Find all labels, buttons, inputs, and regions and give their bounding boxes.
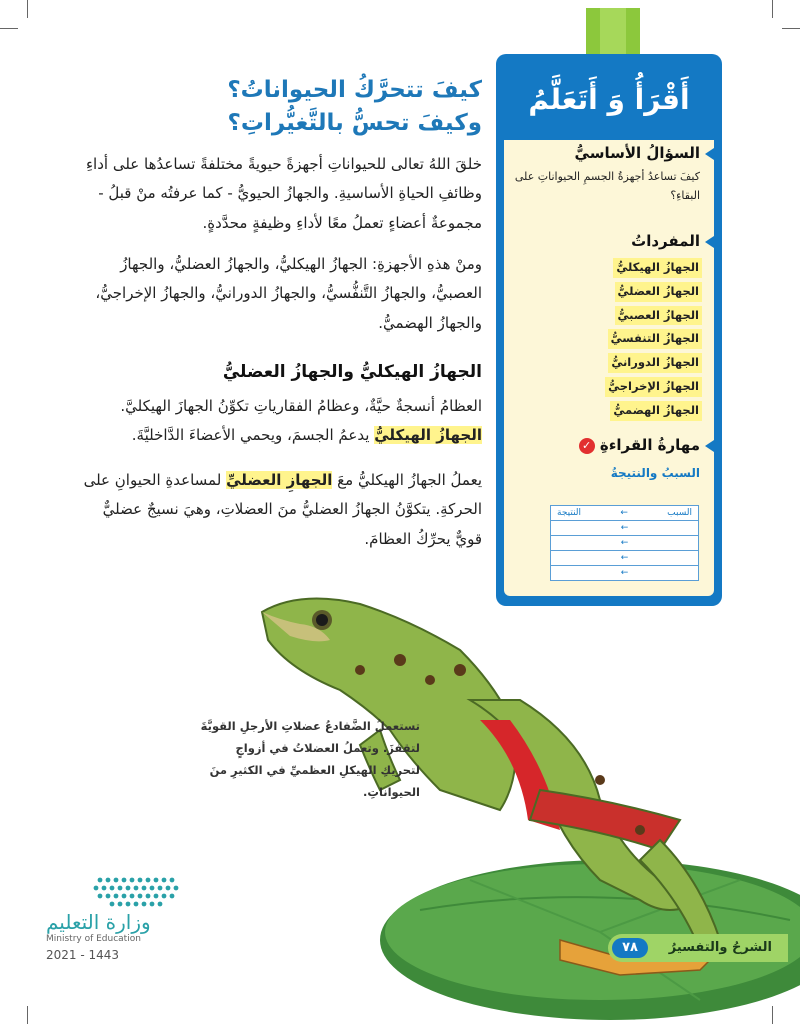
vocabulary-list	[605, 258, 702, 425]
ministry-name-arabic: وزارة التعليم	[46, 910, 151, 934]
paragraph-text: يعملُ الجهازُ الهيكليُّ معَ	[337, 471, 482, 489]
paragraph-intro: خلقَ اللهُ تعالى للحيواناتِ أجهزةً حيويةً مختلفةً تساعدُها على أداءِ وظائفِ الحياةِ الأساسيةِ. والجهازُ الحيويُّ - كما عرفتُه منْ قبلُ - مجموعةٌ أعضاءٍ تعملُ معًا لأداءِ وظيفةٍ محدَّدةٍ.	[86, 155, 482, 232]
effect-header: النتيجة	[557, 508, 582, 518]
arrow-icon: ←	[620, 523, 629, 533]
edition-year: 2021 - 1443	[46, 948, 120, 962]
table-header-row	[551, 506, 698, 521]
vocab-item: الجهازُ العصبيُّ	[615, 306, 703, 326]
reading-skill-text: مهارةُ القراءةِ	[599, 436, 700, 454]
paragraph-text: العظامُ أنسجةٌ حيَّةٌ، وعظامُ الفقارياتِ تكوِّنُ الجهازَ الهيكليَّ.	[120, 397, 482, 415]
frog-caption: تستعملُ الضَّفادعُ عضلاتِ الأرجلِ القويَّةَ لتقفزَ. وتعملُ العضلاتُ في أزواجٍ لتحريكِ الهيكلِ العظميِّ في الكثيرِ منَ الحيواناتِ.	[200, 719, 420, 799]
section-label: الشرحُ والتفسيرُ	[668, 940, 772, 955]
paragraph-systems: ومنْ هذهِ الأجهزةِ: الجهازُ الهيكليُّ، والجهازُ العضليُّ، والجهازُ العصبيُّ، والجهازُ التَّنفُّسيُّ، والجهازُ الدورانيُّ، والجهازُ الإخراجيُّ، والجهازُ الهضميُّ.	[95, 255, 482, 332]
vocab-item: الجهازُ الهيكليُّ	[613, 258, 702, 278]
sidebar-title: أَقْرَأُ وَ أَتَعَلَّمُ	[528, 83, 690, 116]
highlight-term-skeletal: الجهازُ الهيكليُّ	[374, 426, 482, 445]
reading-skill-label	[575, 436, 714, 454]
crop-mark	[772, 0, 773, 18]
vocab-item: الجهازُ العضليُّ	[615, 282, 703, 302]
arrow-icon: ←	[620, 538, 629, 548]
ministry-logo	[30, 874, 240, 994]
section-heading: الجهازُ الهيكليُّ والجهازُ العضليُّ	[222, 362, 482, 382]
crop-mark	[782, 28, 800, 29]
table-row	[551, 566, 698, 580]
arrow-icon: ←	[620, 508, 628, 518]
vocab-item: الجهازُ الهضميُّ	[610, 401, 702, 421]
crop-mark	[27, 0, 28, 18]
essential-question-text: كيفَ تساعدُ أجهزةُ الجسمِ الحيواناتِ على البقاءِ؟	[514, 170, 700, 202]
table-row	[551, 551, 698, 566]
vocab-item: الجهازُ الإخراجيُّ	[605, 377, 702, 397]
vocab-item: الجهازُ التنفسيُّ	[608, 329, 702, 349]
page-number: ٧٨	[612, 938, 648, 958]
cause-header: السبب	[667, 508, 692, 518]
essential-question-label: السؤالُ الأساسيُّ	[575, 144, 714, 162]
arrow-icon: ←	[620, 568, 629, 578]
table-row	[551, 536, 698, 551]
highlight-term-muscular: الجهازِ العضليِّ	[226, 471, 333, 489]
checkmark-icon: ✓	[579, 438, 595, 454]
table-row	[551, 521, 698, 536]
vocabulary-label: المفرداتُ	[631, 232, 714, 250]
cause-effect-subtitle: السببُ والنتيجةُ	[610, 466, 700, 480]
paragraph-text: لمساعدةِ الحيوانِ على الحركةِ. يتكوَّنُ الجهازُ العضليُّ منَ العضلاتِ، وهيَ نسيجٌ عضليٌّ قويٌّ يحرِّكُ العظامَ.	[83, 471, 482, 548]
paragraph-skeletal	[82, 392, 482, 451]
arrow-icon: ←	[620, 553, 629, 563]
ministry-name-english: Ministry of Education	[46, 934, 141, 944]
logo-dots-icon	[92, 874, 186, 908]
paragraph-text: يدعمُ الجسمَ، ويحمي الأعضاءَ الدَّاخليَّةَ.	[131, 426, 370, 445]
lesson-title: كيفَ تتحرَّكُ الحيواناتُ؟ وكيفَ تحسُّ بالتَّغيُّراتِ؟	[227, 77, 482, 137]
cause-effect-table	[550, 505, 699, 581]
crop-mark	[0, 28, 18, 29]
paragraph-muscular	[82, 466, 482, 554]
vocab-item: الجهازُ الدورانيُّ	[608, 353, 702, 373]
